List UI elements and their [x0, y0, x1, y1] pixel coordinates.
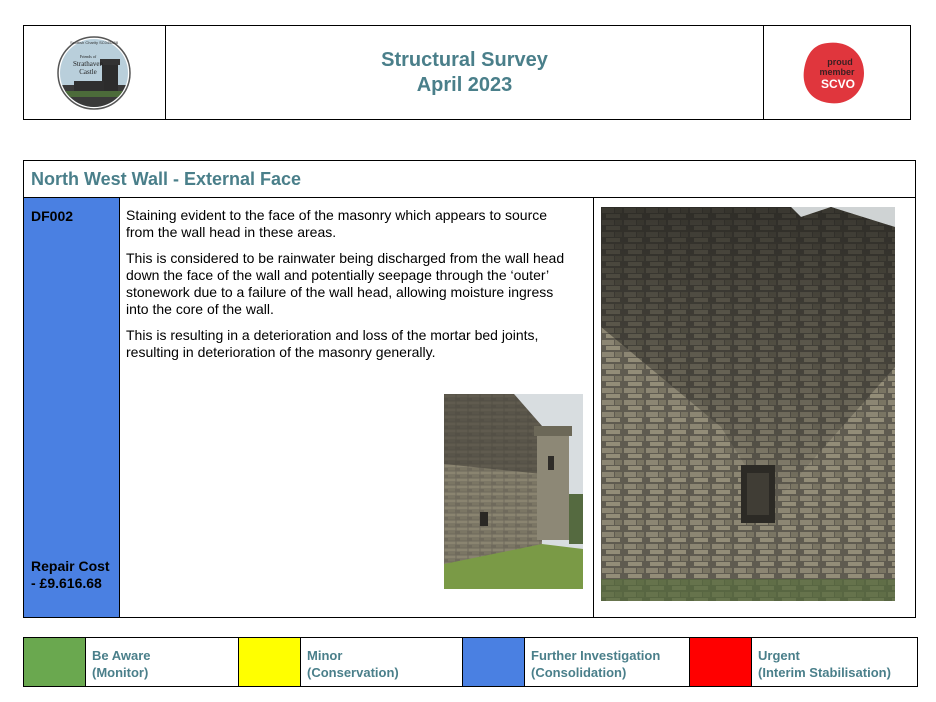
logo-ring-text: Scottish Charity SC045888 — [69, 40, 119, 45]
legend-be-aware-line-1: Be Aware — [92, 648, 151, 663]
svg-text:Strathaven: Strathaven — [73, 60, 103, 68]
legend-minor-line-2: (Conservation) — [307, 665, 399, 680]
badge-line-2: member — [819, 67, 855, 77]
legend-urgent-line-1: Urgent — [758, 648, 800, 663]
legend-table — [23, 637, 918, 687]
legend-swatch-further-investigation — [463, 638, 525, 686]
scvo-cell — [764, 26, 910, 119]
svg-text:Castle: Castle — [79, 68, 97, 76]
badge-line-1: proud — [827, 57, 853, 67]
legend-minor-line-1: Minor — [307, 648, 343, 663]
title-line-1: Structural Survey — [381, 48, 548, 71]
castle-wall-photo-large — [601, 207, 895, 601]
svg-text:Friends of: Friends of — [79, 54, 97, 59]
description-paragraph-1: Staining evident to the face of the masonry which appears to source from the wall head in these areas. — [126, 207, 548, 240]
legend-urgent-line-2: (Interim Stabilisation) — [758, 665, 891, 680]
legend-swatch-minor — [239, 638, 301, 686]
legend-swatch-be-aware — [24, 638, 86, 686]
badge-line-3: SCVO — [820, 77, 856, 91]
legend-label-minor — [301, 638, 463, 686]
castle-logo — [54, 35, 134, 111]
legend-further-line-1: Further Investigation — [531, 648, 661, 663]
legend-be-aware-line-2: (Monitor) — [92, 665, 149, 680]
description-paragraph-3: This is resulting in a deterioration and loss of the mortar bed joints, resulting in deterioration of the masonry generally. — [126, 327, 539, 360]
title-line-2: April 2023 — [416, 73, 513, 96]
header-table — [23, 25, 911, 120]
repair-cost: Repair Cost - £9.616.68 — [31, 558, 110, 591]
legend-label-urgent — [752, 638, 917, 686]
defect-id: DF002 — [31, 208, 74, 224]
castle-wall-photo-small — [444, 394, 583, 589]
scvo-badge-logo — [802, 40, 866, 106]
legend-label-be-aware — [86, 638, 239, 686]
legend-label-further-investigation — [525, 638, 690, 686]
section-heading: North West Wall - External Face — [24, 161, 915, 198]
legend-further-line-2: (Consolidation) — [531, 665, 627, 680]
document-title — [166, 26, 764, 119]
legend-swatch-urgent — [690, 638, 752, 686]
logo-cell — [24, 26, 166, 119]
description-paragraph-2: This is considered to be rainwater being discharged from the wall head down the face of the wall and potentially seepage through the ‘outer’ stonework due to a failure of the wall head, allowing moisture ingress into the core of the wall. — [126, 250, 565, 317]
reference-cell — [24, 198, 120, 617]
